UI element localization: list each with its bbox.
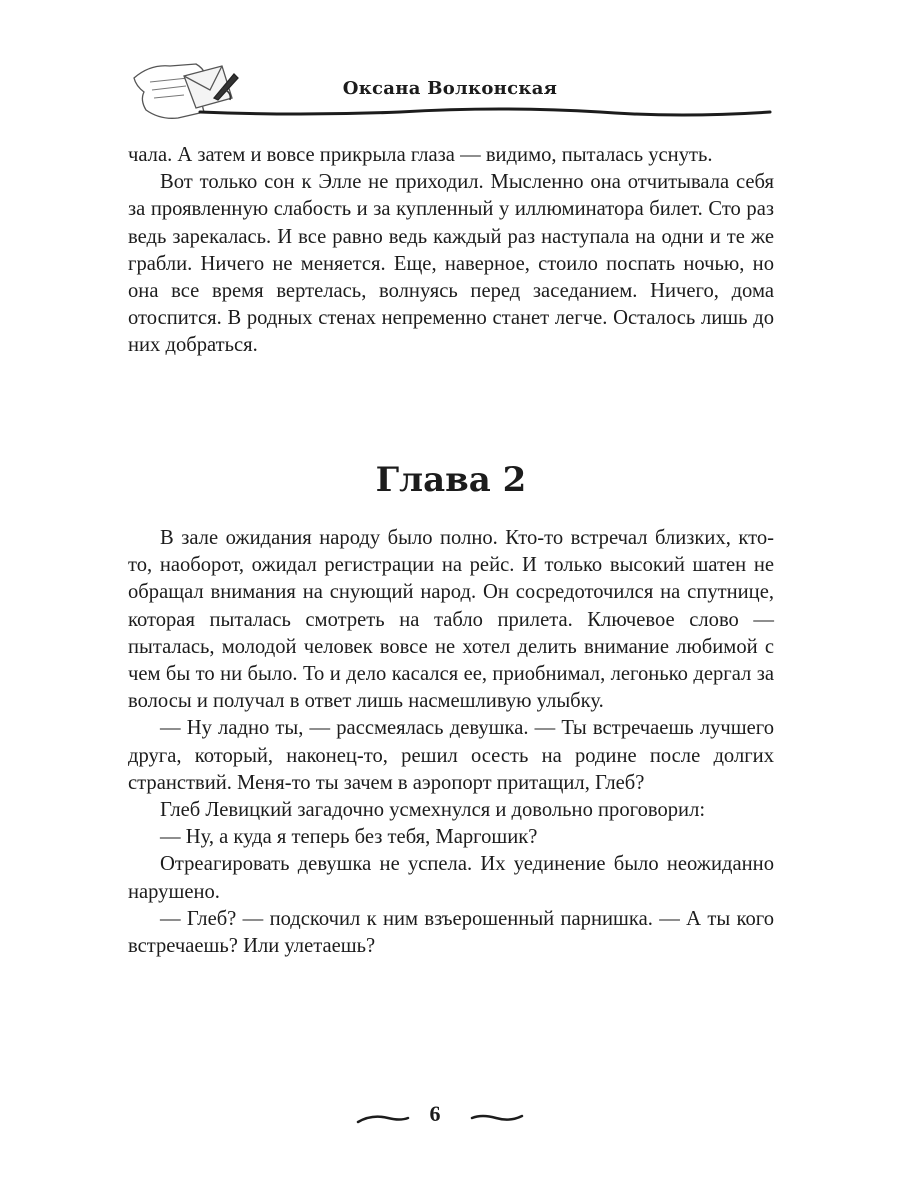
paragraph: Вот только сон к Элле не приходил. Мысленно она отчитывала себя за проявленную слабость и за купленный у иллюминатора билет. Сто раз ведь зарекалась. И все равно ведь каждый раз наступала на одни и те же грабли. Ничего не меняется. Еще, наверное, стоило поспать ночью, но она все время вертелась, волнуясь перед заседанием. Ничего, дома отоспится. В родных стенах непременно станет легче. Осталось лишь до них добраться. [128,171,774,357]
text-block-1 [128,142,774,360]
page-number: 6 [429,1101,441,1126]
paragraph: — Ну ладно ты, — рассмеялась девушка. — Ты встречаешь лучшего друга, который, наконец-то, решил осесть на родине после долгих странствий. Меня-то ты зачем в аэропорт притащил, Глеб? [128,717,774,794]
author-name: Оксана Волконская [342,78,558,99]
paragraph: — Ну, а куда я теперь без тебя, Маргошик? [160,826,538,849]
paragraph: В зале ожидания народу было полно. Кто-то встречал близких, кто-то, наоборот, ожидал регистрации на рейс. И только высокий шатен не обращал внимания на снующий народ. Он сосредоточился на спутнице, которая пыталась смотреть на табло прилета. Ключевое слово — пыталась, молодой человек вовсе не хотел делить внимание любимой с чем бы то ни было. То и дело касался ее, приобнимал, легонько дергал за волосы и получал в ответ лишь насмешливую улыбку. [128,527,774,713]
running-header [0,0,900,130]
quill-paper-icon [134,64,238,118]
paragraph: Глеб Левицкий загадочно усмехнулся и довольно проговорил: [160,799,706,822]
text-block-2 [128,525,774,960]
chapter-title: Глава 2 [375,460,527,500]
paragraph: — Глеб? — подскочил к ним взъерошенный парнишка. — А ты кого встречаешь? Или улетаешь? [128,907,774,958]
header-ornament [0,0,900,130]
paragraph: чала. А затем и вовсе прикрыла глаза — видимо, пыталась уснуть. [128,144,713,166]
footer-swash-left [358,1117,408,1122]
paragraph: Отреагировать девушка не успела. Их уединение было неожиданно нарушено. [128,853,774,903]
page-footer [0,1096,900,1136]
footer-swash-right [472,1116,522,1120]
header-rule [200,109,770,115]
